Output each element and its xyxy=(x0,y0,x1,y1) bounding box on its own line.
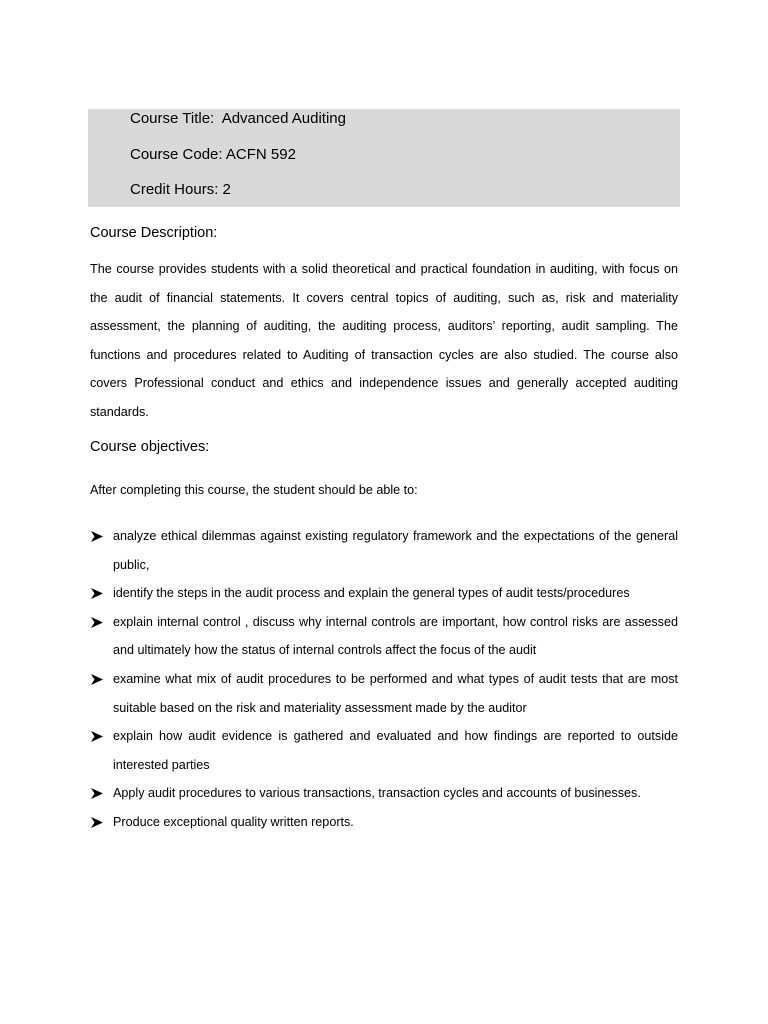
list-item xyxy=(90,665,678,722)
list-item-text: explain internal control , discuss why internal controls are important, how control risks are assessed and ultimately how the status of internal controls affect the focus of the audit xyxy=(113,614,678,658)
list-item xyxy=(90,808,678,837)
course-title: Course Title: Advanced Auditing xyxy=(130,110,346,127)
list-item-text: Produce exceptional quality written reports. xyxy=(113,814,354,829)
list-item xyxy=(90,779,678,808)
arrow-bullet-icon xyxy=(91,731,103,742)
arrow-bullet-icon xyxy=(91,588,103,599)
arrow-bullet-icon xyxy=(91,617,103,628)
arrow-bullet-icon xyxy=(91,674,103,685)
list-item xyxy=(90,579,678,608)
course-description-heading: Course Description: xyxy=(90,225,218,241)
list-item xyxy=(90,608,678,665)
list-item-text: identify the steps in the audit process and explain the general types of audit tests/procedures xyxy=(113,586,630,601)
course-objectives-heading: Course objectives: xyxy=(90,439,210,455)
arrow-bullet-icon xyxy=(91,817,103,828)
list-item-text: examine what mix of audit procedures to be performed and what types of audit tests that are most suitable based on the risk and materiality assessment made by the auditor xyxy=(113,671,678,715)
list-item-text: Apply audit procedures to various transactions, transaction cycles and accounts of businesses. xyxy=(113,786,641,801)
arrow-bullet-icon xyxy=(91,788,103,799)
list-item xyxy=(90,522,678,579)
list-item-text: explain how audit evidence is gathered and evaluated and how findings are reported to outside interested parties xyxy=(113,729,678,772)
course-info-box xyxy=(88,109,680,207)
objectives-list xyxy=(90,522,678,837)
course-description-text: The course provides students with a solid theoretical and practical foundation in auditing, with focus on the audit of financial statements. It covers central topics of auditing, such as, risk and materiality assessment, the planning of auditing, the auditing process, auditors’ reporting, audit sampling. The functions and procedures related to Auditing of transaction cycles are also studied. The course also covers Professional conduct and ethics and independence issues and generally accepted auditing standards. xyxy=(90,262,678,419)
credit-hours: Credit Hours: 2 xyxy=(130,181,231,198)
course-code: Course Code: ACFN 592 xyxy=(130,146,296,163)
list-item-text: analyze ethical dilemmas against existing regulatory framework and the expectations of the general public, xyxy=(113,529,678,572)
objectives-intro: After completing this course, the student should be able to: xyxy=(90,483,418,497)
list-item xyxy=(90,722,678,779)
arrow-bullet-icon xyxy=(91,531,103,542)
